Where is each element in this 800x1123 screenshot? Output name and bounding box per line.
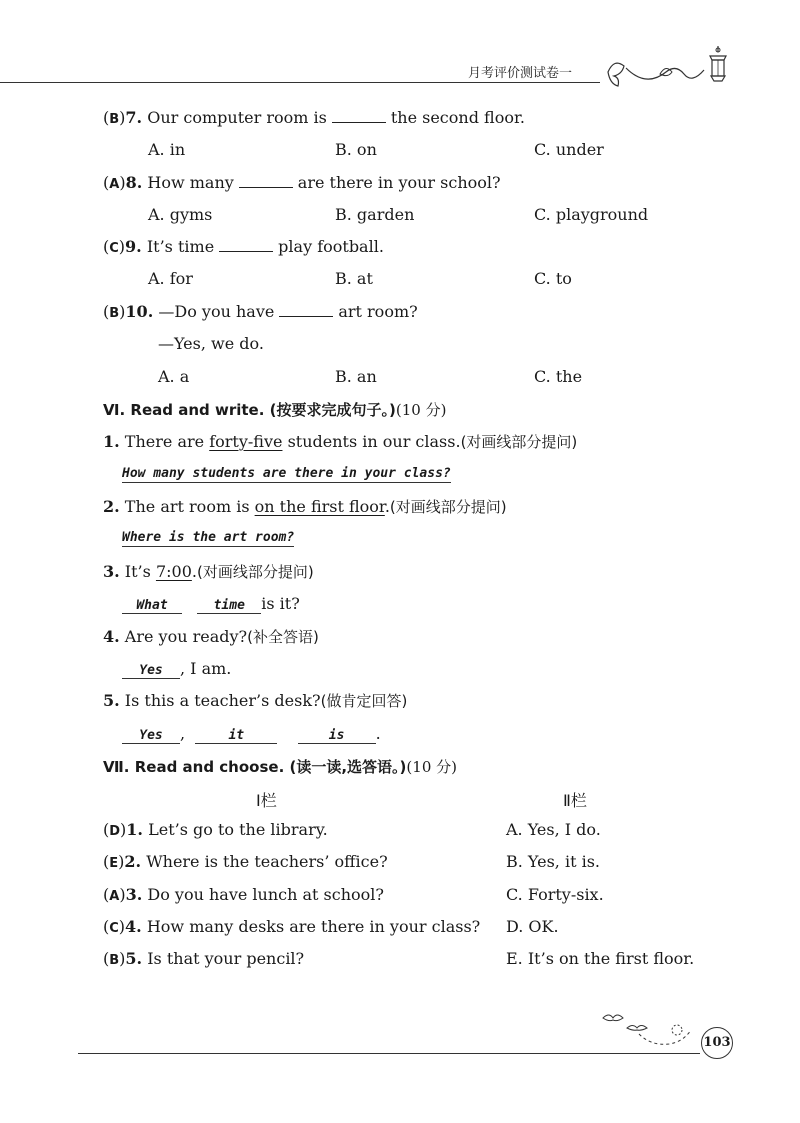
handwritten-answer: Where is the art room? [122,530,295,545]
instruction-hint: (对画线部分提问) [389,498,507,516]
match-question-2: (E)2. Where is the teachers’ office? [103,852,388,871]
question-number: 3. [125,885,143,904]
answer: D [109,824,121,839]
header-rule [0,82,600,83]
option-c: C. playground [534,205,649,224]
lantern-icon [704,46,732,86]
answer: C [109,921,119,936]
write-question-4 [103,626,319,647]
option-b: B. on [335,140,377,159]
question-text: Our computer room is [147,108,327,127]
question-text: —Do you have [158,302,275,321]
blank [332,108,386,123]
question-text: How many desks are there in your class? [146,917,481,936]
answer: B [109,306,120,321]
write-question-1 [103,431,577,452]
instruction-hint: (补全答语) [247,628,319,646]
question-7: (B)7. Our computer room is the second floor. [103,108,525,127]
instruction-hint: (对画线部分提问) [460,433,578,451]
write-answer-3 [122,594,300,614]
question-text: The art room is [124,497,250,516]
header-title: 月考评价测试卷一 [468,66,573,81]
question-number: 2. [124,852,142,871]
answer: A [109,177,120,192]
write-answer-4 [122,659,231,679]
question-text-end: . [191,562,197,581]
handwritten-answer: is [298,728,376,744]
section-6-title [103,399,446,420]
question-10: (B)10. —Do you have art room? [103,302,418,321]
write-question-3 [103,561,314,582]
question-number: 7. [125,108,143,127]
write-answer-5 [122,724,381,744]
match-option-b: B. Yes, it is. [506,852,600,871]
handwritten-answer: Yes [122,728,180,744]
blank [279,302,333,317]
page-number: 103 [701,1027,733,1059]
question-text: Is this a teacher’s desk? [124,691,321,710]
write-question-2 [103,496,507,517]
option-b: B. garden [335,205,415,224]
question-text-end: art room? [338,302,418,321]
option-b: B. an [335,367,377,386]
match-option-a: A. Yes, I do. [506,820,601,839]
question-8: (A)8. How many are there in your school? [103,173,501,192]
handwritten-answer: What [122,598,182,614]
blank [239,173,293,188]
period: . [375,724,381,743]
underlined-text: 7:00 [155,562,192,581]
instruction-hint: (做肯定回答) [320,692,408,710]
question-number: 10. [125,302,154,321]
match-option-c: C. Forty-six. [506,885,604,904]
answer-tail: is it? [261,594,300,613]
butterfly-vine-icon [600,44,710,88]
underlined-text: on the first floor [254,497,385,516]
question-number: 3. [103,562,120,581]
question-number: 8. [125,173,143,192]
handwritten-answer: How many students are there in your class? [122,466,451,481]
option-c: C. under [534,140,604,159]
question-text-end: students in our class. [287,432,461,451]
handwritten-answer: time [197,598,261,614]
column-1-header: Ⅰ栏 [256,791,277,810]
question-text: It’s time [146,237,215,256]
question-text: Do you have lunch at school? [147,885,384,904]
answer: C [109,241,119,256]
question-number: 5. [103,691,120,710]
section-points: (10 分) [406,758,457,776]
section-title-en: Read and choose. [134,758,285,776]
comma: , [180,724,186,743]
handwritten-answer: it [195,728,277,744]
match-question-5: (B)5. Is that your pencil? [103,949,305,968]
question-number: 2. [103,497,120,516]
option-a: A. a [158,367,190,386]
question-text-end: the second floor. [390,108,525,127]
match-question-3: (A)3. Do you have lunch at school? [103,885,384,904]
match-option-d: D. OK. [506,917,559,936]
question-number: 4. [103,627,120,646]
answer: B [109,953,120,968]
question-text-end: are there in your school? [297,173,501,192]
answer: E [109,856,119,871]
match-option-e: E. It’s on the first floor. [506,949,695,968]
question-text: Where is the teachers’ office? [146,852,388,871]
footer-rule [78,1053,700,1054]
option-c: C. to [534,269,572,288]
instruction-hint: (对画线部分提问) [196,563,314,581]
section-numeral: Ⅵ. [103,401,126,419]
option-c: C. the [534,367,583,386]
question-text-end: play football. [278,237,384,256]
question-text: It’s [124,562,151,581]
option-a: A. gyms [148,205,213,224]
option-b: B. at [335,269,373,288]
dialogue-reply: —Yes, we do. [158,334,264,353]
section-title-zh: (按要求完成句子。) [269,401,396,419]
section-title-en: Read and write. [130,401,265,419]
question-number: 9. [125,237,142,256]
question-text: There are [124,432,205,451]
handwritten-answer: Yes [122,663,180,679]
write-question-5 [103,690,407,711]
question-text: How many [147,173,234,192]
option-a: A. in [148,140,186,159]
question-number: 5. [125,949,143,968]
question-text: Are you ready? [124,627,248,646]
match-question-1: (D)1. Let’s go to the library. [103,820,328,839]
question-9: (C)9. It’s time play football. [103,237,384,256]
blank [219,237,273,252]
section-title-zh: (读一读,选答语。) [289,758,407,776]
answer: A [109,889,120,904]
match-question-4: (C)4. How many desks are there in your class? [103,917,481,936]
section-7-title [103,756,457,777]
option-a: A. for [148,269,193,288]
question-number: 4. [125,917,142,936]
answer-tail: , I am. [180,659,232,678]
section-points: (10 分) [395,401,447,419]
question-text: Is that your pencil? [147,949,305,968]
question-number: 1. [126,820,143,839]
section-numeral: Ⅶ. [103,758,130,776]
answer: B [109,112,120,127]
birds-decoration-icon [595,1008,695,1050]
question-text-end: . [384,497,390,516]
question-text: Let’s go to the library. [148,820,328,839]
underlined-text: forty-five [209,432,283,451]
column-2-header: Ⅱ栏 [563,791,587,810]
question-number: 1. [103,432,120,451]
